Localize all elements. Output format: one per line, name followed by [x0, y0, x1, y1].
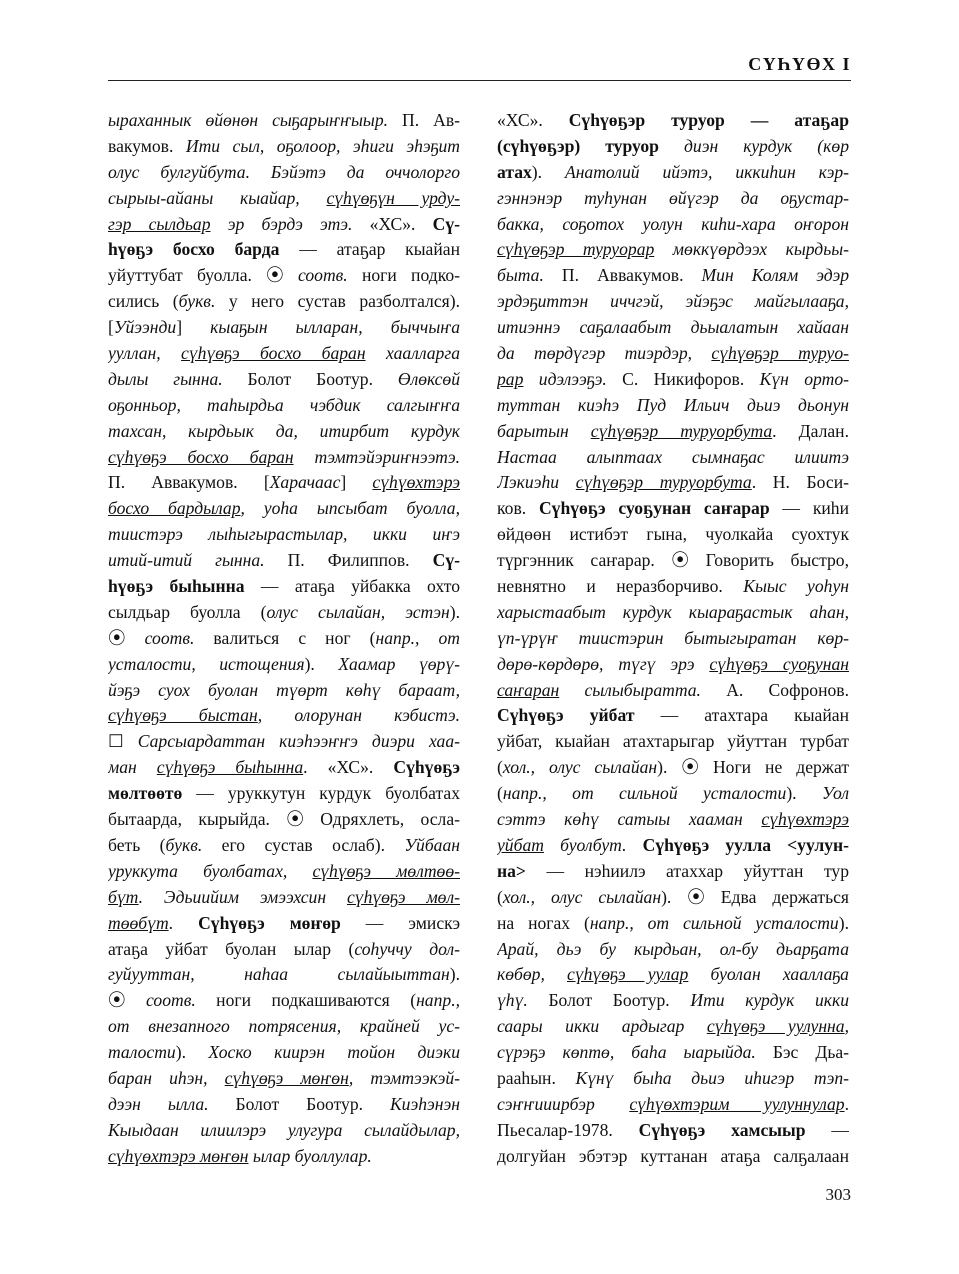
text-run: ). — [449, 964, 460, 985]
left-column-line — [108, 885, 460, 911]
text-run: Сү- — [432, 213, 460, 234]
left-column-line — [108, 1066, 460, 1092]
text-run: ). — [531, 161, 565, 182]
text-run: (сүһүөҕэр) туруор — [497, 135, 659, 156]
text-run: на> — [497, 860, 526, 881]
text-run: . Эдьиийим эмээхсин — [138, 886, 347, 907]
text-run: йэҕэ суох буолан түөрт көһү бараат, — [108, 679, 460, 700]
text-run: сүһүөхтэрэ — [372, 472, 460, 493]
text-run: у него сустав разболтался). — [215, 291, 460, 312]
text-run: Кыыдаан илиилэрэ улугура сылайдылар, — [108, 1119, 460, 1140]
right-column-line — [497, 729, 849, 755]
text-run: ). ⦿ Едва держаться — [661, 886, 849, 907]
text-run: соһуччу дол- — [354, 938, 460, 959]
text-run: оҕонньор, таһырдьа чэбдик салгыҥҥа — [108, 394, 460, 415]
text-run: сүһүөҕэр туруорбута — [590, 420, 773, 441]
text-run: беть ( — [108, 834, 166, 855]
left-column-line — [108, 237, 460, 263]
text-run: көр — [823, 135, 849, 156]
text-run: . — [168, 912, 199, 933]
text-run: напр., от сильной усталости — [502, 783, 787, 804]
right-column-line — [497, 160, 849, 186]
text-run: П. Аввакумов. — [543, 265, 702, 286]
left-column-line — [108, 1144, 460, 1170]
left-column-line — [108, 1014, 460, 1040]
text-run: Уйбаан — [404, 834, 460, 855]
text-run: идэлээҕэ. — [523, 368, 607, 389]
text-run: көбөр, — [497, 964, 568, 985]
text-run: ууллан, — [108, 343, 182, 364]
text-run: — атаҕар кыайан — [279, 239, 460, 260]
text-run: «ХС». — [352, 213, 433, 234]
right-column-line — [497, 833, 849, 859]
text-run: ман — [108, 757, 157, 778]
right-column-line — [497, 885, 849, 911]
right-column-line — [497, 703, 849, 729]
text-run: Күн орто- — [759, 368, 849, 389]
text-run: сүһүөҕэ суоҕунан — [709, 653, 849, 674]
left-column-line — [108, 263, 460, 289]
text-run: буолбут. — [543, 834, 627, 855]
right-column-line — [497, 393, 849, 419]
text-run: соотв. — [146, 990, 196, 1011]
text-run: ⦿ — [108, 990, 147, 1011]
text-run: барытын — [497, 420, 591, 441]
text-run: уйуттубат буолла. ⦿ — [108, 265, 298, 286]
text-run: түргэнник саҥарар. ⦿ Говорить быстро, — [497, 550, 849, 571]
text-run: сүһүөҕэ босхо баран — [181, 343, 366, 364]
text-run: Сүһүөҕэ хамсыыр — [638, 1119, 806, 1140]
text-run: тиистэрэ лыһыгырастылар, икки иҥэ — [108, 524, 460, 545]
right-column-line — [497, 1144, 849, 1170]
text-run: напр., от — [375, 627, 460, 648]
text-run: ] — [340, 472, 373, 493]
text-run: сүһүөҕэ мөл- — [346, 886, 460, 907]
text-run: вакумов. — [108, 135, 186, 156]
text-run: С. Никифоров. — [606, 368, 760, 389]
text-run: Мин Колям эдэр — [701, 265, 849, 286]
right-column-line — [497, 419, 849, 445]
left-column-line — [108, 289, 460, 315]
text-run: Күнү быһа дьиэ иһигэр тэп- — [575, 1067, 849, 1088]
text-run: бакка, соҕотох уолун киһи-хара оҥорон — [497, 213, 849, 234]
left-column-line — [108, 212, 460, 238]
text-run: усталости, истощения — [108, 653, 305, 674]
text-run: ( — [497, 757, 503, 778]
text-run: , тэмтээкэй- — [348, 1067, 460, 1088]
right-column-line — [497, 1092, 849, 1118]
text-run: П. Ав- — [388, 110, 460, 130]
page-number: 303 — [825, 1185, 851, 1204]
left-column-line — [108, 186, 460, 212]
text-run: ] — [176, 317, 211, 338]
text-run: Уол — [821, 783, 849, 804]
text-run: — киһи — [769, 498, 849, 519]
text-run: уруккута буолбатах, — [108, 860, 313, 881]
text-run: сүһүөхтэрэ мөҥөн — [108, 1145, 249, 1166]
text-run: ыраханнык өйөнөн сыҕарыҥҥыыр. — [108, 110, 389, 130]
left-column-line — [108, 833, 460, 859]
text-run: его сустав ослаб). — [202, 834, 405, 855]
text-run: букв. — [165, 834, 203, 855]
text-run: ков. — [497, 498, 539, 519]
right-column-line — [497, 108, 849, 134]
left-column-line — [108, 781, 460, 807]
text-run: эрдэҕиттэн иччгэй, эйэҕэс майгылааҕа, — [497, 291, 849, 312]
text-run: сүһүөҕэ уулунна — [706, 1016, 845, 1037]
text-run: тахсан, кырдьык да, итирбит курдук — [108, 420, 460, 441]
text-run: — атахтара кыайан — [634, 705, 849, 726]
left-column-line — [108, 1118, 460, 1144]
text-run: , олорунан кэбистэ. — [257, 705, 460, 726]
text-run: Сүһүөҕэр туруор — атаҕар — [568, 110, 849, 130]
text-run: сүһүөҕэ мөҥөн — [224, 1067, 349, 1088]
text-run: Лэкиэһи — [497, 472, 576, 493]
left-column-line — [108, 470, 460, 496]
text-run: сились ( — [108, 291, 179, 312]
text-run: сүһүөҕэ босхо баран — [108, 446, 294, 467]
text-run: итий-итий гынна. — [108, 550, 265, 571]
right-column-line — [497, 445, 849, 471]
text-run: от внезапного потрясения, крайней ус- — [108, 1016, 460, 1037]
right-column-line — [497, 548, 849, 574]
text-run: долгуйан эбэтэр куттанан атаҕа салҕалаан — [497, 1145, 849, 1166]
text-run: һүөҕэ босхо барда — [108, 239, 280, 260]
text-run: ⦿ — [108, 627, 145, 648]
text-run: сүһүөҕэ быһынна — [156, 757, 304, 778]
text-run: Харачаас — [269, 472, 341, 493]
text-run: сүһүөҕэр туруорбута — [575, 472, 752, 493]
left-column-line — [108, 911, 460, 937]
left-column-line — [108, 962, 460, 988]
text-run: сүһүөҕэ уулар — [567, 964, 689, 985]
left-column-line — [108, 626, 460, 652]
left-column-line — [108, 678, 460, 704]
right-column-line — [497, 134, 849, 160]
text-run: саары икки ардыгар — [497, 1016, 707, 1037]
text-run: сэттэ көһү сатыы хааман — [497, 809, 762, 830]
text-run: Хоско киирэн тойон диэки — [208, 1042, 460, 1063]
text-run: Сүһүөҕэ суоҕунан саҥарар — [538, 498, 770, 519]
text-run: А. Софронов. — [700, 679, 849, 700]
text-run: на ногах ( — [497, 912, 590, 933]
text-run: бүт — [108, 886, 139, 907]
text-run: олус сылайан, эстэн — [266, 601, 450, 622]
text-run: дөрө-көрдөрө, түгү эрэ — [497, 653, 710, 674]
text-run: да төрдүгэр тиэрдэр, — [497, 343, 712, 364]
left-column-line — [108, 1092, 460, 1118]
text-run: напр., — [416, 990, 460, 1011]
text-run: ). — [786, 783, 822, 804]
left-column-line — [108, 1040, 460, 1066]
text-run: гэннэнэр туһунан өйүгэр да оҕустар- — [497, 187, 849, 208]
text-run: диэн курдук ( — [658, 135, 824, 156]
right-column-line — [497, 1066, 849, 1092]
text-run: Хаамар үөрү- — [338, 653, 460, 674]
right-column-line — [497, 186, 849, 212]
text-run: валиться с ног ( — [194, 627, 376, 648]
text-run: «ХС». — [497, 110, 569, 130]
text-run: соотв. — [144, 627, 195, 648]
text-run: Өлөксөй — [397, 368, 460, 389]
left-column-line — [108, 755, 460, 781]
left-column-line — [108, 652, 460, 678]
text-run: . «ХС». — [303, 757, 394, 778]
text-run: сылыбыратта. — [559, 679, 701, 700]
text-run: Ити сыл, оҕолоор, эһиги эһэҕит — [185, 135, 460, 156]
text-run: сүһүөҕэр туруо- — [711, 343, 849, 364]
text-run: Киэһэнэн — [389, 1093, 460, 1114]
left-column-line — [108, 600, 460, 626]
text-run: ноги подкашиваются ( — [195, 990, 417, 1011]
text-run: — уруккутун курдук буолбатах — [182, 783, 460, 804]
right-column-line — [497, 574, 849, 600]
text-run: үп-үрүҥ тиистэрин бытыгыратан көр- — [497, 627, 849, 648]
right-column-line — [497, 367, 849, 393]
text-run: ). — [175, 1042, 209, 1063]
right-column-line — [497, 263, 849, 289]
right-column-line — [497, 678, 849, 704]
right-column-line — [497, 341, 849, 367]
text-run: Бэс Дьа- — [755, 1042, 849, 1063]
text-run: . — [844, 1093, 849, 1114]
right-column-line — [497, 962, 849, 988]
left-column-line — [108, 367, 460, 393]
left-column-line — [108, 445, 460, 471]
text-run: Ити курдук икки — [690, 990, 849, 1011]
left-column-line — [108, 393, 460, 419]
text-run: дылы гынна. — [108, 368, 223, 389]
text-run: Анатолий ийэтэ, иккиһин кэр- — [564, 161, 849, 182]
text-run: ( — [497, 886, 503, 907]
right-column-line — [497, 470, 849, 496]
left-column-line — [108, 807, 460, 833]
text-run: сүһүөҕэр туруорар — [497, 239, 655, 260]
text-run — [627, 835, 643, 855]
text-run: Болот Боотур. — [527, 990, 691, 1011]
left-column-line — [108, 988, 460, 1014]
text-run: Сүһүөҕэ уулла <уулун- — [642, 834, 849, 855]
text-run: П. Филиппов. — [264, 550, 433, 571]
right-column-line — [497, 626, 849, 652]
right-column-line — [497, 859, 849, 885]
text-run: сылдьар буолла ( — [108, 601, 267, 622]
left-column — [108, 108, 460, 1170]
text-run: тэмтэйэриҥнээтэ. — [293, 446, 460, 467]
text-run: — — [805, 1119, 849, 1140]
text-run: рааһын. — [497, 1067, 576, 1088]
text-run: ылар буоллулар. — [248, 1145, 372, 1166]
text-run: Сүһүөҕэ — [393, 757, 460, 778]
text-run: төөбүт — [108, 912, 169, 933]
text-run: хаалларга — [365, 343, 460, 364]
text-run: буолан хааллаҕа — [688, 964, 849, 985]
text-run: ). — [449, 601, 460, 622]
left-column-line — [108, 859, 460, 885]
text-run: сүрэҕэ көптө, баһа ыарыйда. — [497, 1042, 756, 1063]
text-run: сүһүөхтэрэ — [761, 809, 849, 830]
text-run: ( — [497, 783, 503, 804]
right-column-line — [497, 315, 849, 341]
text-run: уйбат — [497, 834, 544, 855]
text-run: бытаарда, кырыйда. ⦿ Одряхлеть, осла- — [108, 809, 460, 830]
text-run: сүһүөҕүн урду- — [326, 187, 460, 208]
left-column-line — [108, 548, 460, 574]
text-run: итиэннэ саҕалаабыт дьыалатын хайаан — [497, 317, 849, 338]
left-column-line — [108, 315, 460, 341]
right-column-line — [497, 600, 849, 626]
text-run: баран иһэн, — [108, 1067, 225, 1088]
right-column-line — [497, 988, 849, 1014]
text-run: хол., олус сылайан — [502, 757, 658, 778]
left-column-line — [108, 134, 460, 160]
text-run: напр., от сильной усталости — [589, 912, 839, 933]
text-run: кыаҕын ылларан, быччыҥа — [210, 317, 460, 338]
text-run: саҥаран — [497, 679, 560, 700]
left-column-line — [108, 703, 460, 729]
right-column-line — [497, 911, 849, 937]
text-run: быта. — [497, 265, 544, 286]
left-column-line — [108, 341, 460, 367]
right-column-line — [497, 237, 849, 263]
text-run: соотв. — [298, 265, 348, 286]
right-column-line — [497, 781, 849, 807]
left-column-line — [108, 522, 460, 548]
text-run: — атаҕа уйбакка охто — [244, 576, 460, 597]
right-column-line — [497, 937, 849, 963]
left-column-line — [108, 160, 460, 186]
right-column-line — [497, 1014, 849, 1040]
text-run: босхо бардылар — [108, 498, 241, 519]
text-run: — нэһиилэ атаххар уйуттан тур — [525, 860, 849, 881]
text-run: гуйууттан, наһаа сылайыыттан — [108, 964, 450, 985]
text-run: букв. — [178, 291, 216, 312]
text-run: Настаа алыптаах сымнаҕас илиитэ — [497, 446, 849, 467]
text-run: ). — [838, 912, 849, 933]
text-run: . Далан. — [772, 420, 849, 441]
left-column-line — [108, 937, 460, 963]
text-run: харыстаабыт курдук кыараҕастык аһан, — [497, 601, 849, 622]
text-run: П. Аввакумов. [ — [108, 472, 270, 493]
text-run: туттан киэһэ Пуд Ильич дьиэ дьонун — [497, 394, 849, 415]
text-run: хол., олус сылайан — [502, 886, 662, 907]
text-run: талости — [108, 1042, 176, 1063]
text-run: Сарсыардаттан киэһээҥҥэ диэри хаа- — [137, 731, 460, 752]
text-run: һүөҕэ быһынна — [108, 576, 245, 597]
text-run: . Н. Боси- — [751, 472, 849, 493]
right-column-line — [497, 755, 849, 781]
text-run: — эмискэ — [340, 912, 460, 933]
text-run: Болот Боотур. — [222, 368, 398, 389]
text-run: Сү- — [432, 550, 460, 571]
text-run: Пьесалар-1978. — [497, 1119, 639, 1140]
left-column-line — [108, 419, 460, 445]
text-run: уйбат, кыайан атахтарыгар уйуттан турбат — [497, 731, 849, 752]
right-column-line — [497, 212, 849, 238]
text-run: рар — [497, 368, 524, 389]
text-run: гэр сылдьар — [108, 213, 211, 234]
left-column-line — [108, 729, 460, 755]
text-run: Болот Боотур. — [208, 1093, 390, 1114]
text-run: сүһүөҕэ быстан — [108, 705, 258, 726]
left-column-line — [108, 496, 460, 522]
right-column-line — [497, 807, 849, 833]
text-run: Сүһүөҕэ уйбат — [497, 705, 635, 726]
text-run: сүһүөхтэрим уулуннулар — [629, 1093, 845, 1114]
text-run: олус булгуйбута. Бэйэтэ да оччолорго — [108, 161, 460, 182]
right-column-line — [497, 522, 849, 548]
text-run: сүһүөҕэ мөлтөө- — [312, 860, 460, 881]
right-column-line — [497, 1118, 849, 1144]
text-run: атах — [497, 161, 532, 182]
text-run: невнятно и неразборчиво. — [497, 576, 744, 597]
left-column-line — [108, 108, 460, 134]
text-run: атаҕа уйбат буолан ылар ( — [108, 938, 355, 959]
header-rule — [108, 80, 851, 81]
right-column — [497, 108, 849, 1170]
text-run: Уйээнди — [113, 317, 177, 338]
text-run: эр бэрдэ этэ. — [210, 213, 353, 234]
text-run: мөккүөрдээх кырдьы- — [654, 239, 849, 260]
text-run: , уоһа ыпсыбат буолла, — [240, 498, 460, 519]
text-run: мөлтөөтө — [108, 783, 183, 804]
text-run: Сүһүөҕэ мөҥөр — [198, 912, 341, 933]
text-run: өйдөөн истибэт гына, чуолкайа суохтук — [497, 524, 849, 545]
text-run: сырыы-айаны кыайар, — [108, 187, 327, 208]
text-run: ноги подко- — [347, 265, 460, 286]
text-run: [ — [108, 317, 114, 338]
text-run: , — [844, 1016, 849, 1037]
running-head: СҮҺҮӨХ I — [748, 54, 851, 74]
left-column-line — [108, 574, 460, 600]
text-run: ). — [304, 653, 339, 674]
right-column-line — [497, 496, 849, 522]
text-run: дээн ылла. — [108, 1093, 209, 1114]
text-run: сэҥҥииирбэр — [497, 1093, 630, 1114]
text-run: Арай, дьэ бу кырдьан, ол-бу дьарҕата — [497, 938, 849, 959]
right-column-line — [497, 1040, 849, 1066]
text-run: ☐ — [108, 731, 138, 752]
text-run: үһү. — [497, 990, 528, 1011]
text-run: Кыыс уоһун — [743, 576, 849, 597]
right-column-line — [497, 652, 849, 678]
text-run: ). ⦿ Ноги не держат — [657, 757, 849, 778]
right-column-line — [497, 289, 849, 315]
